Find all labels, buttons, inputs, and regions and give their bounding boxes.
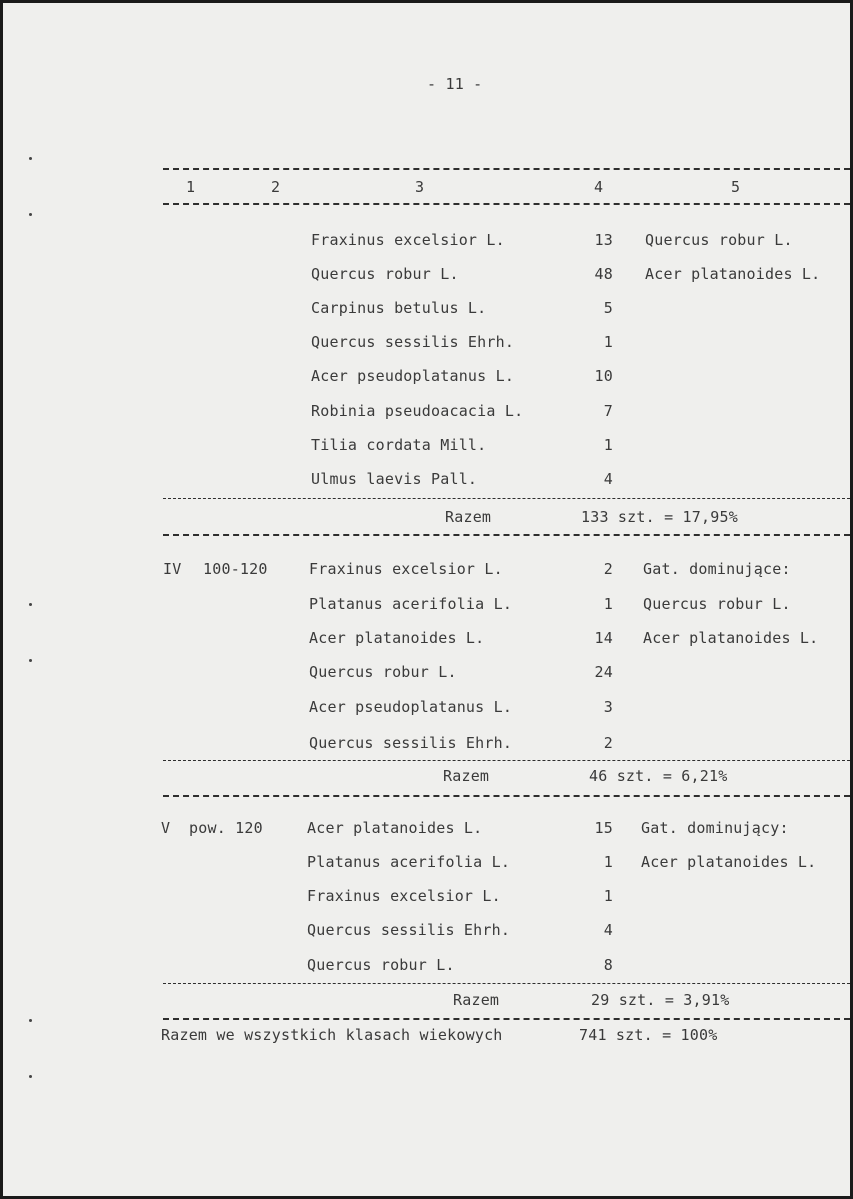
species-name: Acer platanoides L. — [309, 629, 485, 647]
column-header-4: 4 — [594, 178, 604, 196]
margin-dot — [29, 603, 32, 606]
subtotal-bottom-rule — [163, 1018, 850, 1020]
species-count: 4 — [603, 470, 613, 488]
species-count: 1 — [603, 436, 613, 454]
species-count: 1 — [603, 853, 613, 871]
species-count: 48 — [594, 265, 613, 283]
dominant-species: Acer platanoides L. — [641, 853, 817, 871]
dominant-species: Acer platanoides L. — [643, 629, 819, 647]
species-name: Quercus sessilis Ehrh. — [311, 333, 515, 351]
subtotal-top-rule — [163, 760, 850, 761]
species-count: 7 — [603, 402, 613, 420]
species-count: 4 — [603, 921, 613, 939]
margin-dot — [29, 157, 32, 160]
header-top-rule — [163, 168, 850, 170]
species-name: Fraxinus excelsior L. — [307, 887, 501, 905]
age-range: 100-120 — [203, 560, 268, 578]
species-count: 1 — [603, 887, 613, 905]
species-name: Robinia pseudoacacia L. — [311, 402, 524, 420]
species-count: 24 — [594, 663, 613, 681]
margin-dot — [29, 213, 32, 216]
subtotal-value: 133 szt. = 17,95% — [581, 508, 738, 526]
dominant-species: Quercus robur L. — [643, 595, 791, 613]
age-range: pow. 120 — [189, 819, 263, 837]
species-name: Ulmus laevis Pall. — [311, 470, 478, 488]
species-count: 10 — [594, 367, 613, 385]
species-count: 5 — [603, 299, 613, 317]
margin-dot — [29, 659, 32, 662]
grand-total-label: Razem we wszystkich klasach wiekowych — [161, 1026, 503, 1044]
dominant-species: Quercus robur L. — [645, 231, 793, 249]
species-count: 13 — [594, 231, 613, 249]
species-count: 15 — [594, 819, 613, 837]
subtotal-value: 29 szt. = 3,91% — [591, 991, 730, 1009]
species-count: 2 — [603, 734, 613, 752]
species-name: Quercus sessilis Ehrh. — [307, 921, 511, 939]
subtotal-top-rule — [163, 983, 850, 984]
dominant-label: Gat. dominujący: — [641, 819, 789, 837]
subtotal-value: 46 szt. = 6,21% — [589, 767, 728, 785]
species-name: Quercus robur L. — [307, 956, 455, 974]
subtotal-top-rule — [163, 498, 850, 499]
species-name: Tilia cordata Mill. — [311, 436, 487, 454]
species-count: 1 — [603, 595, 613, 613]
species-name: Carpinus betulus L. — [311, 299, 487, 317]
page-number: - 11 - — [427, 75, 483, 93]
column-header-3: 3 — [415, 178, 425, 196]
species-count: 14 — [594, 629, 613, 647]
subtotal-bottom-rule — [163, 795, 850, 797]
dominant-label: Gat. dominujące: — [643, 560, 791, 578]
header-bottom-rule — [163, 203, 850, 205]
species-name: Quercus robur L. — [311, 265, 459, 283]
age-class: IV — [163, 560, 182, 578]
species-name: Platanus acerifolia L. — [307, 853, 511, 871]
species-name: Acer platanoides L. — [307, 819, 483, 837]
subtotal-label: Razem — [453, 991, 500, 1009]
species-count: 1 — [603, 333, 613, 351]
species-name: Fraxinus excelsior L. — [311, 231, 505, 249]
column-header-1: 1 — [186, 178, 196, 196]
subtotal-label: Razem — [443, 767, 490, 785]
species-name: Quercus sessilis Ehrh. — [309, 734, 513, 752]
subtotal-bottom-rule — [163, 534, 850, 536]
age-class: V — [161, 819, 171, 837]
dominant-species: Acer platanoides L. — [645, 265, 821, 283]
margin-dot — [29, 1019, 32, 1022]
species-count: 2 — [603, 560, 613, 578]
species-count: 3 — [603, 698, 613, 716]
margin-dot — [29, 1075, 32, 1078]
column-header-5: 5 — [731, 178, 741, 196]
species-name: Platanus acerifolia L. — [309, 595, 513, 613]
column-header-2: 2 — [271, 178, 281, 196]
species-name: Acer pseudoplatanus L. — [311, 367, 515, 385]
subtotal-label: Razem — [445, 508, 492, 526]
species-name: Fraxinus excelsior L. — [309, 560, 503, 578]
species-count: 8 — [603, 956, 613, 974]
species-name: Quercus robur L. — [309, 663, 457, 681]
species-name: Acer pseudoplatanus L. — [309, 698, 513, 716]
grand-total-value: 741 szt. = 100% — [579, 1026, 718, 1044]
